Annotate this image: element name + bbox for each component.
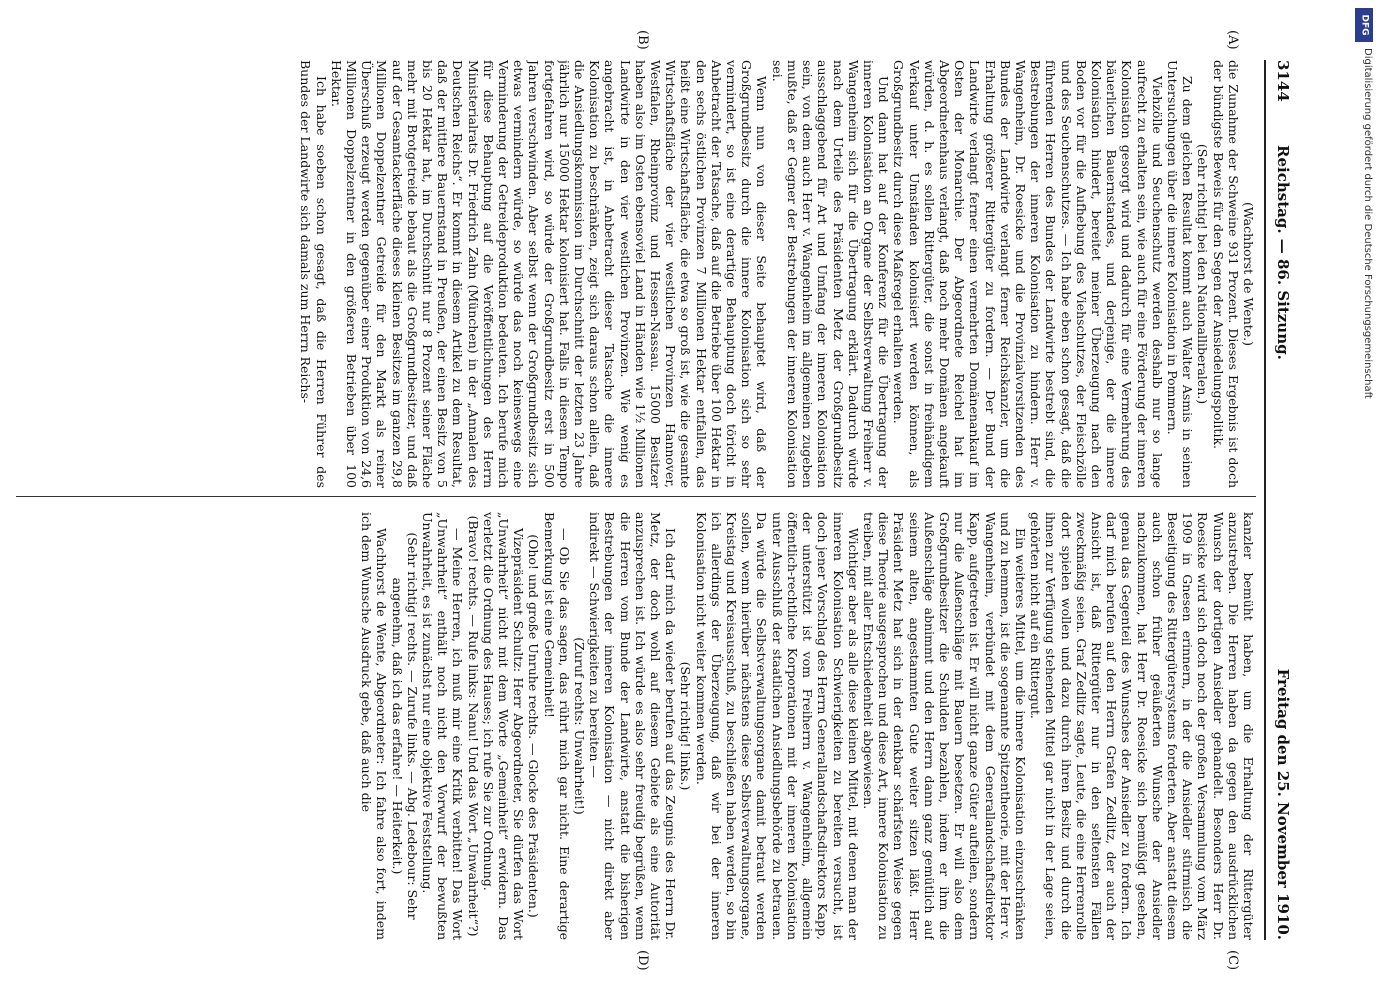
paragraph: — Ob Sie das sagen, das rührt mich gar nicht. Eine derartige Bemerkung ist eine Gemeinheit! [541,512,572,940]
paragraph: Ich darf mich da wieder berufen auf das Zeugnis des Herrn Dr. Metz, der doch wohl auf diesem Gebiete als eine Autorität anzusprechen ist. Ich würde es also sehr freudig begrüßen, wenn die Herren vom Bunde der Landwirte, anstatt die bisherigen Bestrebungen der inneren Kolonisation — nicht direkt aber indirekt — Schwierigkeiten zu bereiten — [587,512,679,940]
column-separator [16,496,1256,497]
margin-mark-b: (B) [635,30,650,50]
paragraph: Viehzölle und Seuchenschutz werden deshalb nur so lange aufrecht zu erhalten sein, wie auch für eine Förderung der inneren Kolonisation gesorgt wird und dadurch für eine Vermehrung des bäuerlichen Bauernstandes, und derjenige, der die innere Kolonisation hindert, bereitet meiner Überzeugung nach den Boden vor für die Aufhebung des Viehschutzes, der Fleischzölle und des Seuchenschutzes. — Ich habe eben schon gesagt, daß die führenden Herren des Bundes der Landwirte bestrebt sind, die Bestrebungen der inneren Kolonisation zu hindern. Herr v. Wangenheim, Dr. Roesicke und die Provinzialvorsitzenden des Bundes der Landwirte verlangt ferner Reichskanzler, um die Erhaltung größerer Rittergüter zu fordern. — Der Bund der Landwirte verlangt ferner einen vermehrten Domänenankauf im Osten der Monarchie. Der Abgeordnete Reichel hat im Abgeordnetenhaus verlangt, daß noch mehr Domänen angekauft würden, d. h. es sollen Rittergüter, die sonst in freihändigem Verkauf unter Umständen kolonisiert werden können, als Großgrundbesitz durch diese Maßregel erhalten werden. [891,60,1165,488]
paragraph: Und dann hat auf der Konferenz für die Übertragung der inneren Kolonisation an Organe der Selbstverwaltung Freiherr v. Wangenheim sich für die Übertragung erklärt. Dadurch würde nach dem Urteile des Präsidenten Metz der Großgrundbesitz ausschlaggebend für Art und Umfang der inneren Kolonisation sein, von dem auch Herr v. Wangenheim im allgemeinen zugeben mußte, daß er Gegner der Bestrebungen der inneren Kolonisation sei. [769,60,892,488]
interjection: (Sehr richtig! links.) [678,661,694,791]
interjection: (Sehr richtig! bei den Nationalliberalen.) [1195,143,1211,405]
paragraph: kanzler bemüht haben, um die Erhaltung der Rittergüter anzustreben. Die Herren haben da gegen den ausdrücklichen Wunsch der dortigen Ansiedler gehandelt. Besonders Herr Dr. Roesicke wird sich doch noch der großen Versammlung vom März 1909 in Gnesen erinnern, in der die Ansiedler stürmisch die Beseitigung des Rittergütersystems forderten. Aber anstatt diesem auch schon früher geäußerten Wunsche der Ansiedler nachzukommen, hat Herr Dr. Roesicke sich bemüßigt gesehen, genau das Gegenteil des Wunsches der Ansiedler zu fordern. Ich darf mich berufen auf den Herrn Grafen Zedlitz, der auch der Ansicht ist, daß Rittergüter nur in den seltensten Fällen zweckmäßig seien. Graf Zedlitz sagte, Leute, die eine Herrenrolle dort spielen wollen und dazu durch ihren Besitz und durch die ihnen zur Verfügung stehenden Mittel gar nicht in der Lage seien, gehörten nicht auf ein Rittergut. [1028,512,1256,940]
running-title: Reichstag. — 86. Sitzung. [1274,145,1292,360]
margin-mark-c: (C) [1225,950,1240,971]
paragraph: — Meine Herren, ich muß mir eine Kritik verbitten! Das Wort „Unwahrheit“ enthält noch nicht den Vorwurf der bewußten Unwahrheit, es ist zunächst nur eine objektive Feststellung. [420,512,466,940]
margin-mark-a: (A) [1225,30,1240,50]
paragraph: Wachhorst de Wente, Abgeordneter: Ich fahre also fort, indem ich dem Wunsche Ausdruck gebe, daß auch die [359,512,390,940]
paragraph: Zu dem gleichen Resultat kommt auch Walter Asmis in seinen Untersuchungen über die innere Kolonisation in Pommern. [1164,60,1196,488]
paragraph: Wenn nun von dieser Seite behauptet wird, daß der Großgrundbesitz durch die innere Kolonisation sich so sehr vermindert, so ist eine derartige Behauptung doch töricht in Anbetracht der Tatsache, daß auf die Betriebe über 100 Hektar in den sechs östlichen Provinzen 7 Millionen Hektar entfallen, das heißt eine Wirtschaftsfläche, die etwa so groß ist, wie die gesamte Wirtschaftsfläche der vier westlichen Provinzen Hannover, Westfalen, Rheinprovinz und Hessen-Nassau. 15000 Besitzer haben also im Osten ebensoviel Land in Händen wie 1½ Millionen Landwirte in den vier westlichen Provinzen. Wie wenig es angebracht ist, in Anbetracht dieser Tatsache die innere Kolonisation zu beschränken, zeigt sich daraus schon allein, daß die Ansiedlungskommission im Durchschnitt der letzten 23 Jahre jährlich nur 15000 Hektar kolonisiert hat. Falls in diesem Tempo fortgefahren wird, so würde der Großgrundbesitz erst in 500 Jahren verschwinden. Aber selbst wenn der Großgrundbesitz sich etwas vermindern würde, so würde das noch keineswegs eine Verminderung der Getreideproduktion bedeuten. Ich berufe mich für diese Behauptung auf die Veröffentlichungen des Herrn Ministerialrats Dr. Friedrich Zahn (München) in der „Annalen des Deutschen Reichs“. Er kommt in diesem Artikel zu dem Resultat, daß der mittlere Bauernstand in Preußen, der einen Besitz von 5 bis 20 Hektar hat, im Durchschnitt nur 8 Prozent seiner Fläche mehr mit Brotgetreide bebaut als die Großgrundbesitzer, und daß auf der Gesamtackerfläche dieses kleinen Besitzes im ganzen 29,8 Millionen Doppelzentner Getreide für den Markt als reiner Überschuß erzeugt werden gegenüber einer Produktion von 24,6 Millionen Doppelzentner in den größeren Betrieben über 100 Hektar. [328,60,770,488]
interjection: (Oho! und große Unruhe rechts. — Glocke des Präsidenten.) [526,534,542,918]
paragraph: Ein weiteres Mittel, um die innere Kolonisation einzuschränken und zu hemmen, ist die sogenannte Spitzentheorie, mit der Herr v. Wangenheim, verbündet mit dem Generallandschaftsdirektor Kapp, aufgetreten ist. Er will nicht ganze Güter aufteilen, sondern nur die Außenschläge mit Bauern besetzen. Er will also dem Großgrundbesitzer die Schulden bezahlen, indem er ihm die Außenschläge abnimmt und den Herrn dann ganz gemütlich auf seinem alten, angestammten Gute weiter sitzen läßt. Herr Präsident Metz hat sich in der denkbar schärfsten Weise gegen diese Theorie ausgesprochen und diese Art, innere Kolonisation zu treiben, mit aller Entschiedenheit abgewiesen. [860,512,1028,940]
header-rule [1264,60,1266,940]
speaker-label: (Wachhorst de Wente.) [1241,201,1256,347]
paragraph: Vizepräsident Schultz: Herr Abgeordneter, Sie dürfen das Wort „Unwahrheit“ nicht mit dem Worte „Gemeinheit“ erwidern. Das verletzt die Ordnung des Hauses; ich rufe Sie zur Ordnung. [480,512,527,940]
paragraph: Ich habe soeben schon gesagt, daß die Herren Führer des Bundes der Landwirte sich damals zum Herrn Reichs- [298,60,329,488]
digitization-note: Digitalisierung gefördert durch die Deutsche Forschungsgemeinschaft [1362,48,1373,399]
session-date: Freitag den 25. November 1910. [1274,668,1292,940]
margin-mark-d: (D) [635,950,650,971]
paragraph: Wichtiger aber als alle diese kleinen Mittel, mit denen man der inneren Kolonisation Schwierigkeiten zu bereiten versucht, ist doch jener Vorschlag des Herrn Generallandschaftsdirektors Kapp, der unterstützt ist vom Freiherrn v. Wangenheim, allgemein öffentlich-rechtliche Korporationen mit der inneren Kolonisation unter Ausschluß der staatlichen Ansiedlungsbehörde zu betrauen. Da würde die Selbstverwaltungsorgane damit betraut werden sollen, wenn hierüber nächstens diese Selbstverwaltungsorgane, Kreistag und Kreisausschuß, zu beschließen haben werden, so bin ich allerdings der Überzeugung, daß wir bei der inneren Kolonisation nicht weiter kommen werden. [693,512,861,940]
page-number: 3144 [1274,60,1292,102]
digitization-sidebar [1349,8,1379,768]
interjection: (Bravo! rechts. — Rufe links: Nanu! Und das Wort „Unwahrheit“?) [465,515,481,937]
left-column [16,60,1256,488]
paragraph: die Zunahme der Schweine 931 Prozent. Dieses Ergebnis ist doch der bündigste Beweis für den Segen der Ansiedelungspolitik. [1210,60,1241,488]
interjection: (Sehr richtig! rechts. — Zurufe links. — Abg. Ledebour: Sehr angenehm, daß ich das erfahre! — Heiterkeit.) [389,532,420,920]
interjection: (Zuruf rechts: Unwahrheit!) [572,637,588,815]
right-column [16,512,1256,940]
page-header [1268,60,1292,940]
dfg-logo: DFG [1355,8,1373,42]
